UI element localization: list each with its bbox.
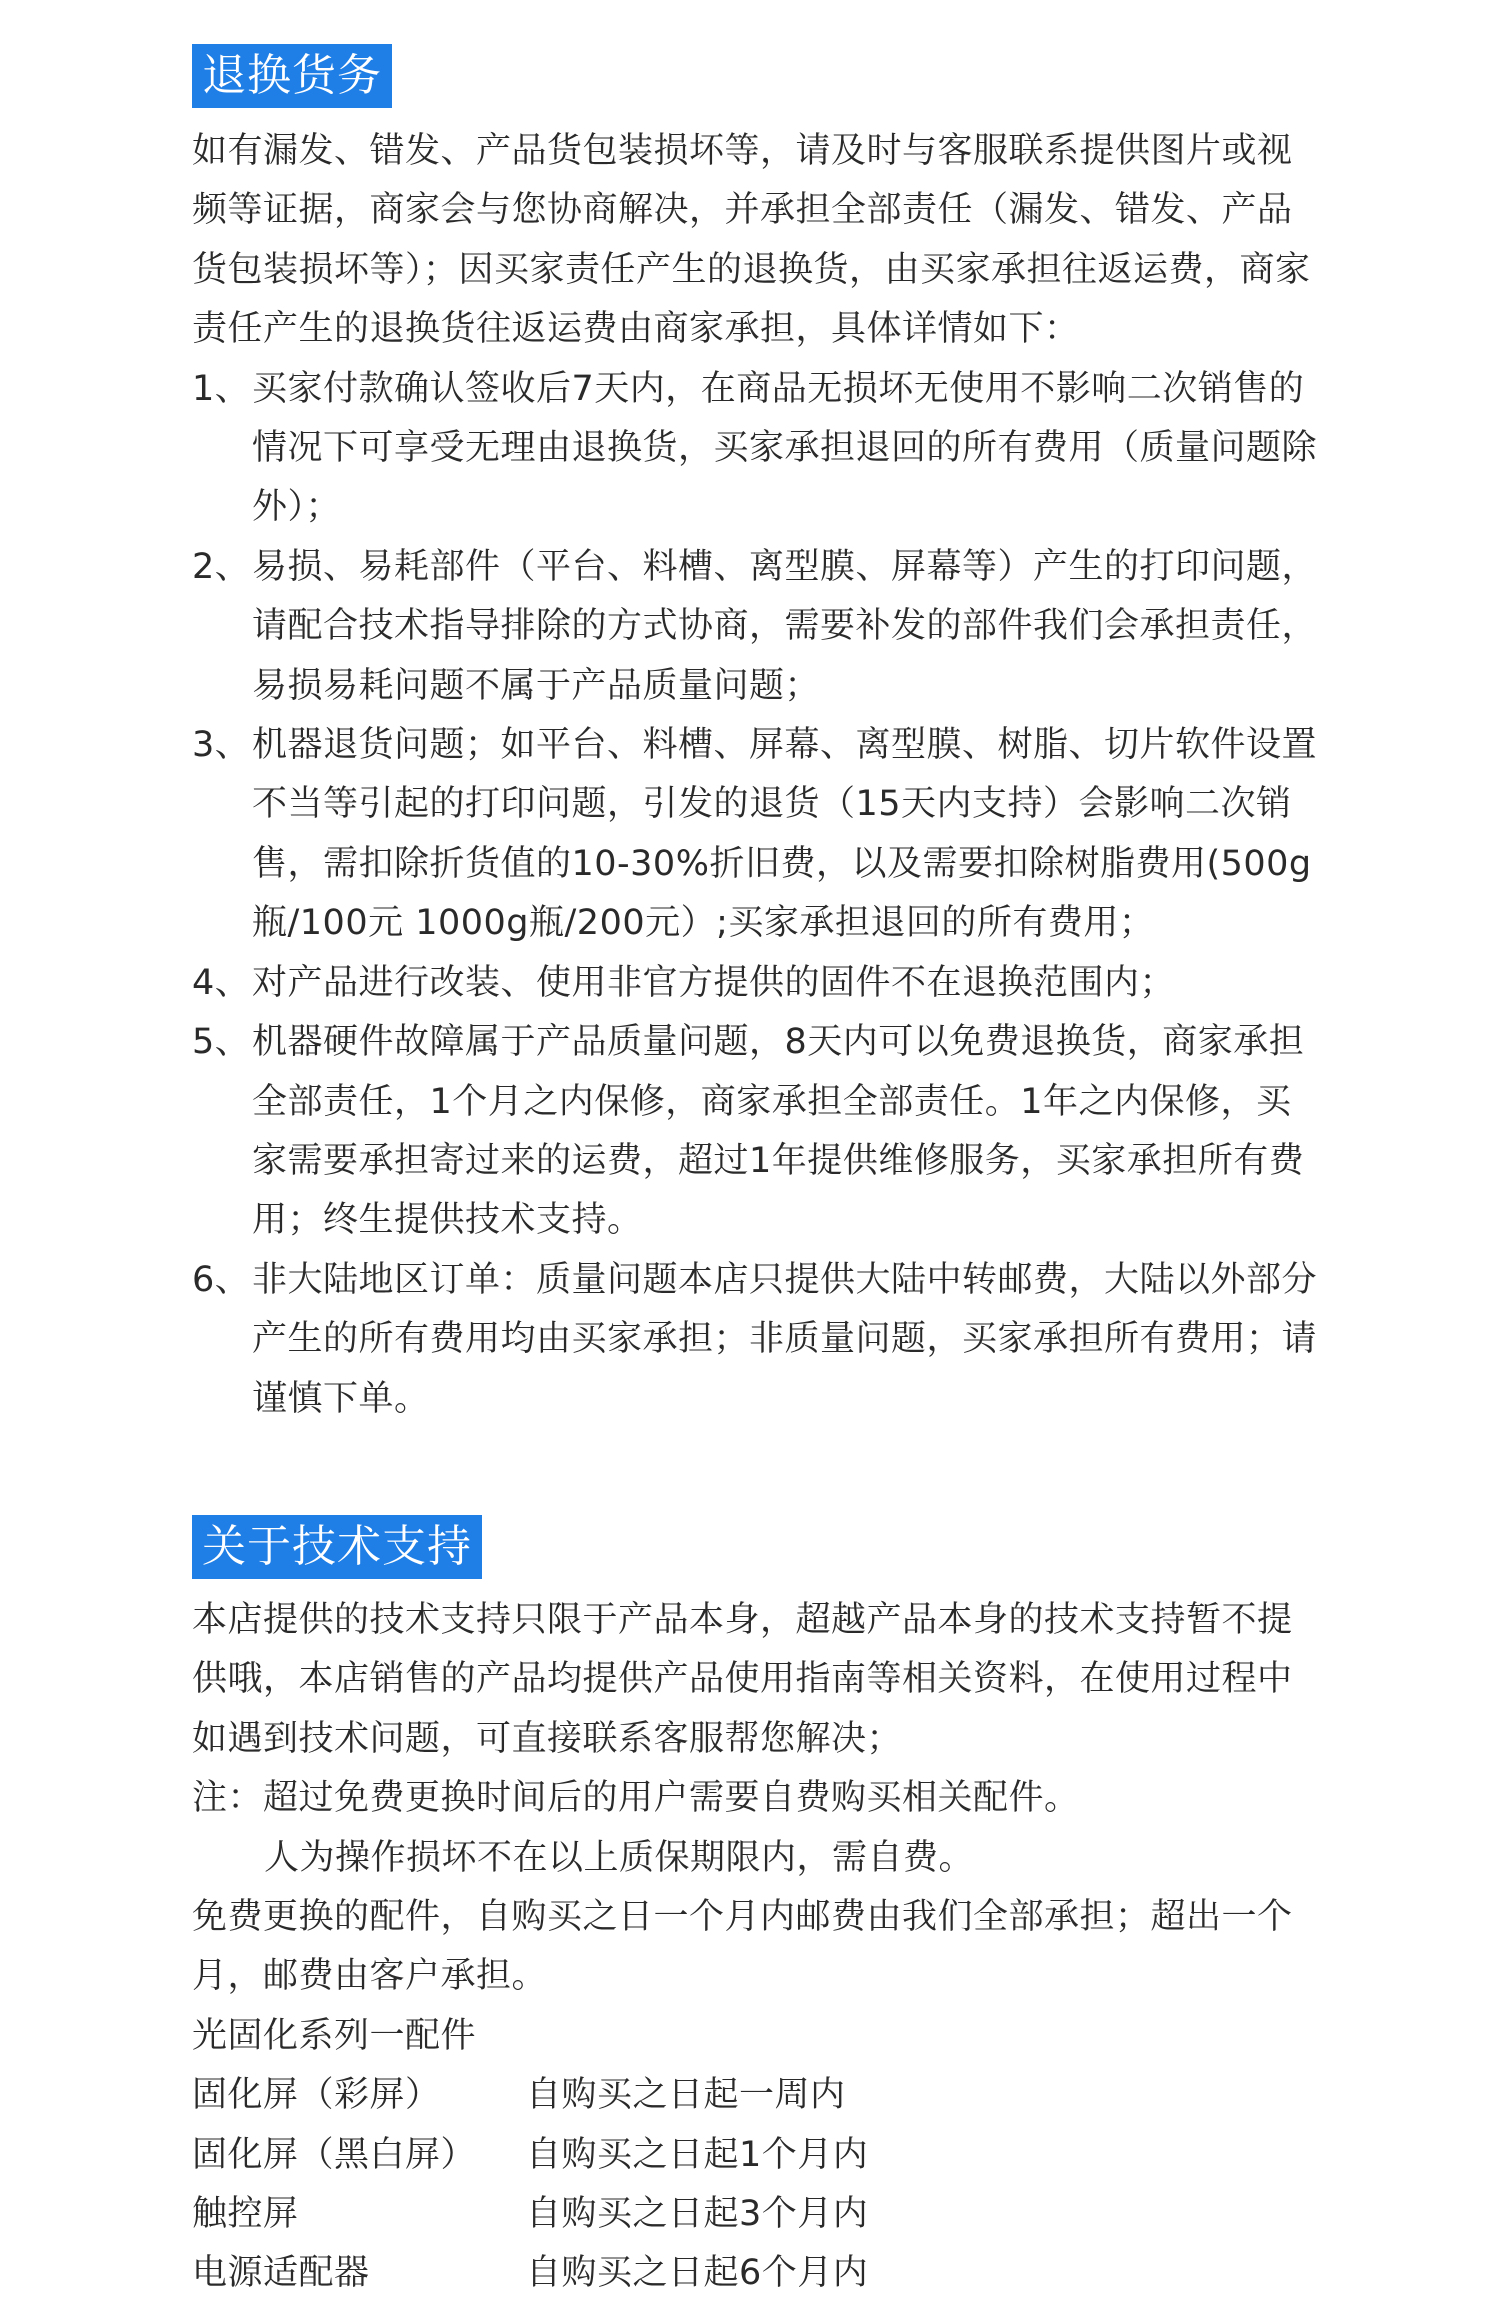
list-item-number: 6、 bbox=[192, 1259, 251, 1300]
return-policy-section bbox=[192, 44, 1322, 1429]
list-item bbox=[192, 716, 1322, 954]
table-row bbox=[192, 2244, 1322, 2303]
list-item-text: 非大陆地区订单：质量问题本店只提供大陆中转邮费，大陆以外部分产生的所有费用均由买家承担；非质量问题，买家承担所有费用；请谨慎下单。 bbox=[252, 1259, 1318, 1419]
list-item-text: 买家付款确认签收后7天内，在商品无损坏无使用不影响二次销售的情况下可享受无理由退换货，买家承担退回的所有费用（质量问题除外）； bbox=[252, 368, 1318, 528]
list-item-text: 机器退货问题；如平台、料槽、屏幕、离型膜、树脂、切片软件设置不当等引起的打印问题，引发的退货（15天内支持）会影响二次销售，需扣除折货值的10-30%折旧费，以及需要扣除树脂费用(500g瓶/100元 1000g瓶/200元）;买家承担退回的所有费用； bbox=[252, 725, 1318, 944]
note-line-1: 注：超过免费更换时间后的用户需要自费购买相关配件。 bbox=[192, 1778, 1080, 1819]
table-row bbox=[192, 2066, 1322, 2125]
return-policy-intro: 如有漏发、错发、产品货包装损坏等，请及时与客服联系提供图片或视频等证据，商家会与您协商解决，并承担全部责任（漏发、错发、产品货包装损坏等）；因买家责任产生的退换货，由买家承担往返运费，商家责任产生的退换货往返运费由商家承担，具体详情如下： bbox=[192, 131, 1311, 350]
parts-title: 光固化系列一配件 bbox=[192, 2015, 477, 2056]
warranty-period: 自购买之日起3个月内 bbox=[526, 2194, 869, 2234]
policy-page bbox=[192, 44, 1322, 2304]
list-item-number: 1、 bbox=[192, 368, 251, 409]
tech-support-heading: 关于技术支持 bbox=[192, 1515, 482, 1579]
list-item bbox=[192, 360, 1322, 538]
table-row bbox=[192, 2185, 1322, 2244]
part-name: 触控屏 bbox=[192, 2194, 299, 2234]
list-item-number: 4、 bbox=[192, 962, 251, 1003]
list-item bbox=[192, 954, 1322, 1013]
free-replacement-text: 免费更换的配件，自购买之日一个月内邮费由我们全部承担；超出一个月，邮费由客户承担。 bbox=[192, 1896, 1293, 1997]
list-item bbox=[192, 1251, 1322, 1429]
list-item-number: 2、 bbox=[192, 546, 251, 587]
warranty-period: 自购买之日起1个月内 bbox=[526, 2134, 869, 2175]
part-name: 固化屏（彩屏） bbox=[192, 2075, 441, 2116]
return-policy-list bbox=[192, 360, 1322, 1429]
warranty-period: 自购买之日起6个月内 bbox=[526, 2253, 869, 2294]
return-policy-heading: 退换货务 bbox=[192, 44, 392, 108]
list-item-number: 3、 bbox=[192, 725, 251, 766]
list-item-text: 易损、易耗部件（平台、料槽、离型膜、屏幕等）产生的打印问题，请配合技术指导排除的方式协商，需要补发的部件我们会承担责任，易损易耗问题不属于产品质量问题； bbox=[252, 546, 1318, 706]
note-line-2: 人为操作损坏不在以上质保期限内，需自费。 bbox=[264, 1837, 975, 1878]
parts-table bbox=[192, 2066, 1322, 2304]
list-item bbox=[192, 1013, 1322, 1251]
list-item bbox=[192, 538, 1322, 716]
tech-support-section bbox=[192, 1515, 1322, 2304]
part-name: 电源适配器 bbox=[192, 2253, 370, 2294]
warranty-period: 自购买之日起一周内 bbox=[526, 2075, 846, 2116]
list-item-text: 对产品进行改装、使用非官方提供的固件不在退换范围内； bbox=[252, 962, 1176, 1003]
list-item-text: 机器硬件故障属于产品质量问题，8天内可以免费退换货，商家承担全部责任，1个月之内保修，商家承担全部责任。1年之内保修，买家需要承担寄过来的运费，超过1年提供维修服务，买家承担所有费用；终生提供技术支持。 bbox=[252, 1022, 1305, 1241]
table-row bbox=[192, 2126, 1322, 2185]
list-item-number: 5、 bbox=[192, 1022, 251, 1063]
tech-support-intro: 本店提供的技术支持只限于产品本身，超越产品本身的技术支持暂不提供哦，本店销售的产品均提供产品使用指南等相关资料，在使用过程中如遇到技术问题，可直接联系客服帮您解决； bbox=[192, 1599, 1293, 1759]
part-name: 固化屏（黑白屏） bbox=[192, 2134, 477, 2175]
